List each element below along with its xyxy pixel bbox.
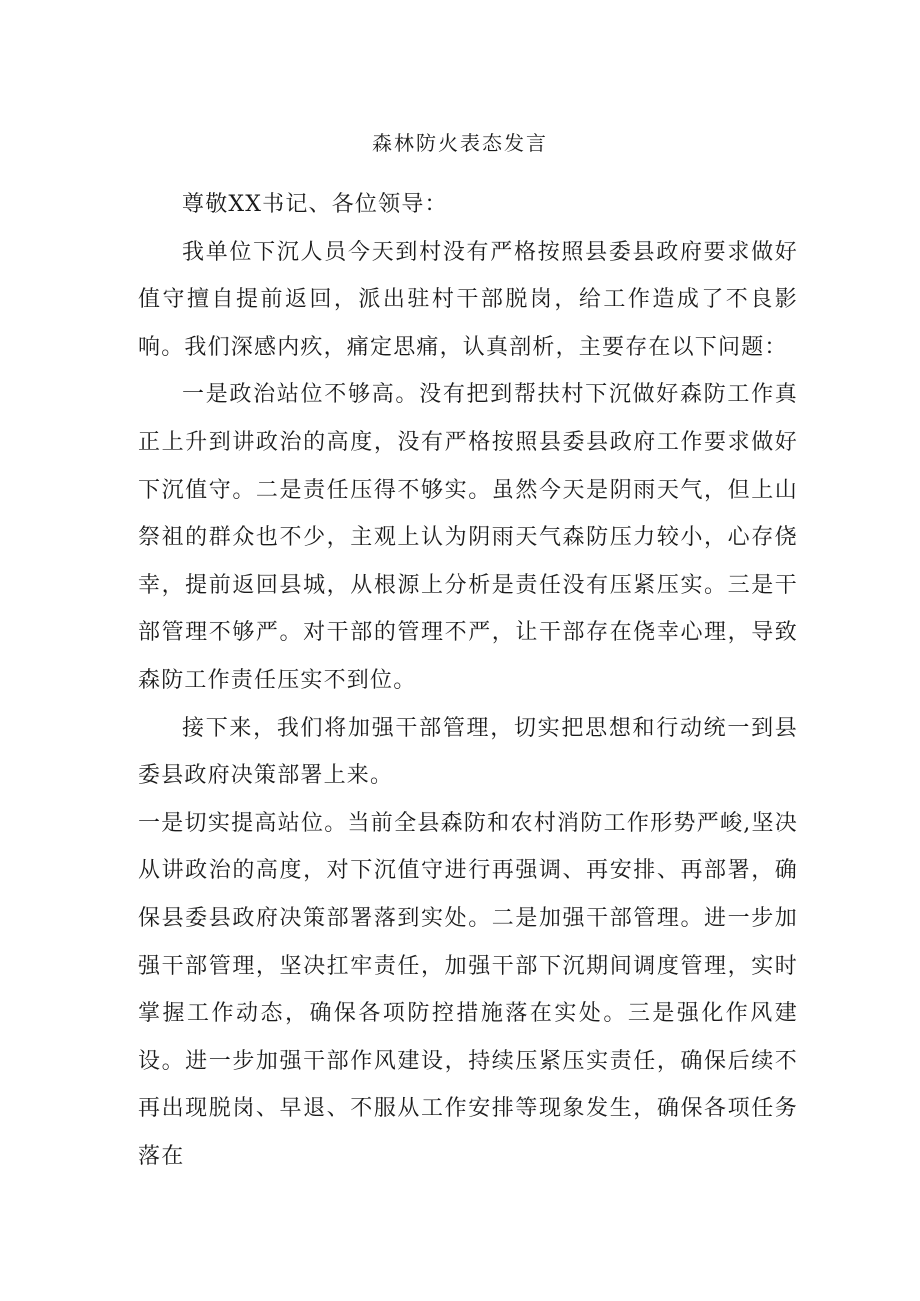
paragraph-next-steps: 接下来，我们将加强干部管理，切实把思想和行动统一到县委县政府决策部署上来。 bbox=[138, 715, 798, 789]
document-body bbox=[138, 181, 798, 1180]
paragraph-intro: 我单位下沉人员今天到村没有严格按照县委县政府要求做好值守擅自提前返回，派出驻村干部脱岗，给工作造成了不良影响。我们深感内疚，痛定思痛，认真剖析，主要存在以下问题： bbox=[138, 239, 798, 360]
paragraph-measures: 一是切实提高站位。当前全县森防和农村消防工作形势严峻,坚决从讲政治的高度，对下沉值守进行再强调、再安排、再部署，确保县委县政府决策部署落到实处。二是加强干部管理。进一步加强干部管理，坚决扛牢责任，加强干部下沉期间调度管理，实时掌握工作动态，确保各项防控措施落在实处。三是强化作风建设。进一步加强干部作风建设，持续压紧压实责任，确保后续不再出现脱岗、早退、不服从工作安排等现象发生，确保各项任务落在 bbox=[138, 810, 798, 1169]
paragraph-problems: 一是政治站位不够高。没有把到帮扶村下沉做好森防工作真正上升到讲政治的高度，没有严格按照县委县政府工作要求做好下沉值守。二是责任压得不够实。虽然今天是阴雨天气，但上山祭祖的群众也不少，主观上认为阴雨天气森防压力较小，心存侥幸，提前返回县城，从根源上分析是责任没有压紧压实。三是干部管理不够严。对干部的管理不严，让干部存在侥幸心理，导致森防工作责任压实不到位。 bbox=[138, 382, 798, 693]
document-title: 森林防火表态发言 bbox=[372, 131, 548, 155]
salutation: 尊敬XX书记、各位领导： bbox=[182, 192, 448, 217]
